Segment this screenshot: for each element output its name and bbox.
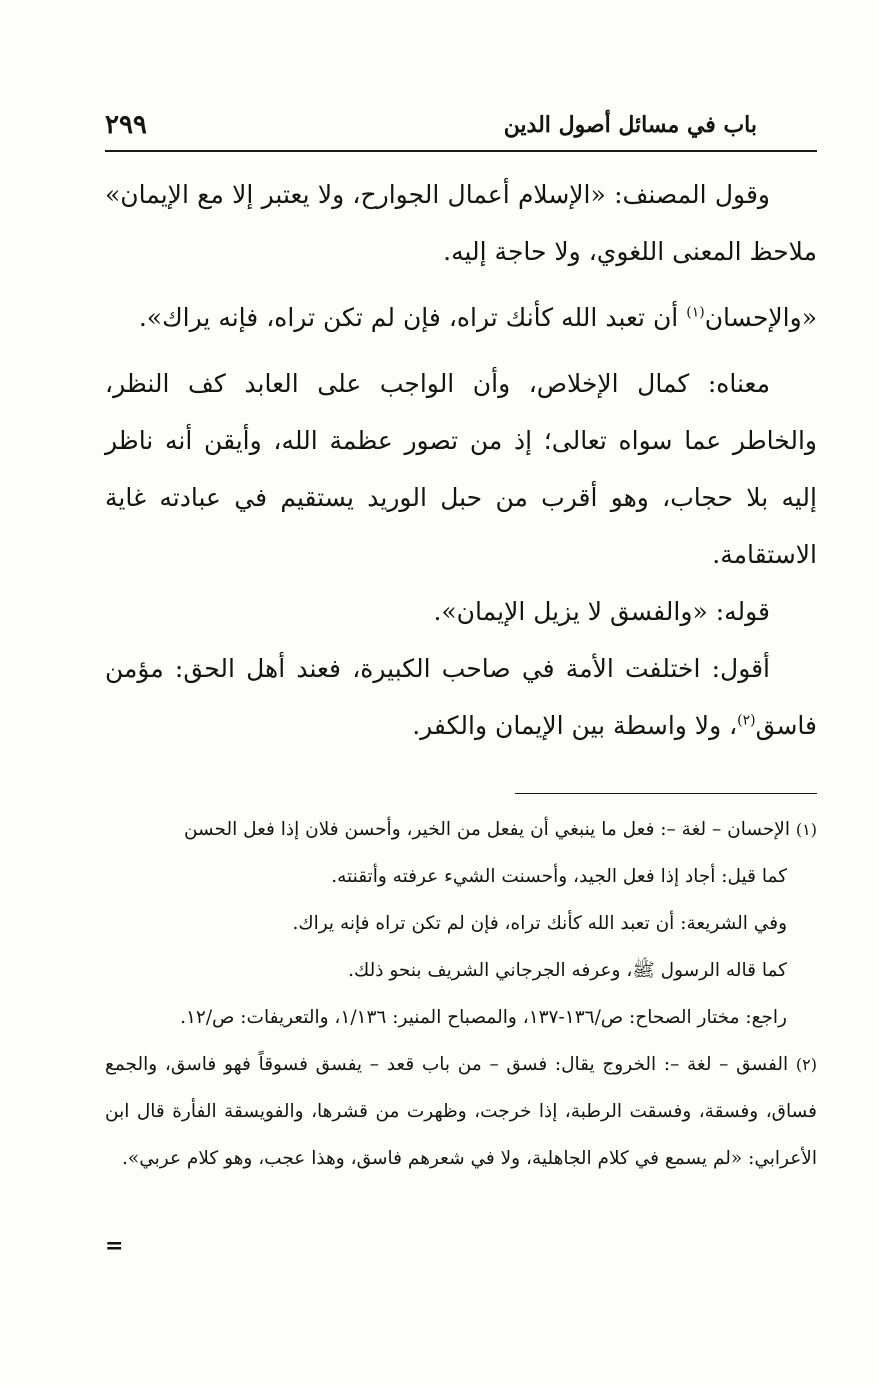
header-rule	[105, 150, 817, 152]
paragraph-major-sin	[105, 640, 817, 754]
footnote-2-number: (٢)	[795, 1055, 817, 1074]
footnote-2	[105, 1041, 817, 1182]
footnote-1-line-4: كما قاله الرسول ﷺ، وعرفه الجرجاني الشريف بنحو ذلك.	[348, 960, 787, 981]
footnote-1-line-5: راجع: مختار الصحاح: ص/١٣٦-١٣٧، والمصباح المنير: ١/١٣٦، والتعريفات: ص/١٢.	[180, 1007, 787, 1028]
main-text	[105, 166, 817, 754]
page-header	[105, 108, 817, 148]
paragraph-fisq-quote: قوله: «والفسق لا يزيل الإيمان».	[433, 597, 770, 626]
footnote-ref-1: (١)	[686, 304, 705, 321]
footnote-2-text: الفسق – لغة –: الخروج يقال: فسق – من باب قعد – يفسق فسوقاً فهو فاسق، والجمع فساق، وفسقة، وفسقت الرطبة، إذا خرجت، وظهرت من قشرها، والفويسقة الفأرة قال ابن الأعرابي: «لم يسمع في كلام الجاهلية، ولا في شعرهم فاسق، وهذا عجب، وهو كلام عربي».	[105, 1054, 817, 1169]
footnote-1	[105, 806, 817, 853]
footnote-ref-2: (٢)	[737, 712, 756, 729]
footnote-1-line-2: كما قيل: أجاد إذا فعل الجيد، وأحسنت الشيء عرفته وأتقنته.	[331, 866, 787, 887]
paragraph-ihsan-end: أن تعبد الله كأنك تراه، فإن لم تكن تراه، فإنه يراك».	[138, 303, 687, 332]
paragraph-ihsan	[105, 289, 817, 346]
footnote-1-number: (١)	[795, 820, 817, 839]
footnote-separator	[515, 793, 817, 794]
running-title: باب في مسائل أصول الدين	[503, 112, 757, 138]
paragraph-ihsan-start: «والإحسان	[704, 303, 817, 332]
paragraph-major-sin-end: ، ولا واسطة بين الإيمان والكفر.	[412, 711, 738, 740]
paragraph-author-statement: وقول المصنف: «الإسلام أعمال الجوارح، ولا يعتبر إلا مع الإيمان» ملاحظ المعنى اللغوي، ولا حاجة إليه.	[105, 180, 817, 266]
footnotes	[105, 806, 817, 1182]
paragraph-meaning: معناه: كمال الإخلاص، وأن الواجب على العابد كف النظر، والخاطر عما سواه تعالى؛ إذ من تصور عظمة الله، وأيقن أنه ناظر إليه بلا حجاب، وهو أقرب من حبل الوريد يستقيم في عبادته غاية الاستقامة.	[105, 369, 817, 569]
paragraph-major-sin-start: أقول: اختلفت الأمة في صاحب الكبيرة، فعند أهل الحق: مؤمن فاسق	[105, 654, 817, 740]
page-number: ٢٩٩	[105, 110, 147, 140]
continuation-mark: =	[105, 1233, 124, 1259]
footnote-1-line-3: وفي الشريعة: أن تعبد الله كأنك تراه، فإن لم تكن تراه فإنه يراك.	[292, 913, 787, 934]
footnote-1-text: الإحسان – لغة –: فعل ما ينبغي أن يفعل من الخير، وأحسن فلان إذا فعل الحسن	[183, 819, 791, 840]
